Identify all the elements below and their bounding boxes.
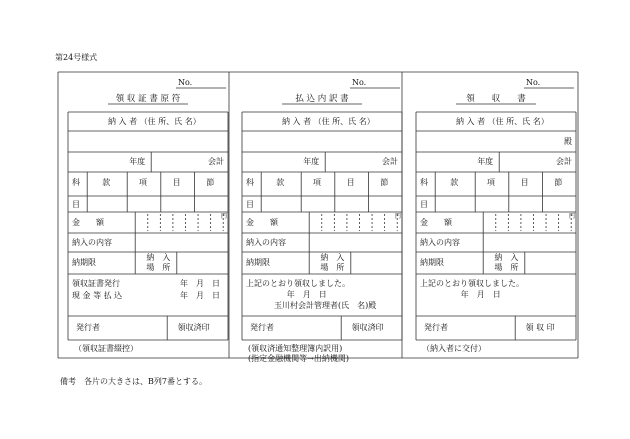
subject-label: 項 xyxy=(139,178,147,187)
stamp-label: 領収済印 xyxy=(177,323,210,332)
subject-label: 目 xyxy=(346,178,355,187)
form-number-label: 第24号様式 xyxy=(55,53,98,62)
panel-title: 領 収 証 書 原 符 xyxy=(115,94,181,104)
subject-label: 目 xyxy=(172,178,181,187)
deadline-label: 納期限 xyxy=(72,258,96,267)
amount-label: 金 額 xyxy=(72,218,104,227)
account-label: 会計 xyxy=(382,157,398,166)
subject-row2-label: 目 xyxy=(72,200,80,209)
subject-row2-label: 目 xyxy=(246,200,254,209)
subject-label: 科 xyxy=(420,178,428,187)
body-line-date: 年 月 日 xyxy=(180,291,220,300)
footer-note: （領収証書綴控） xyxy=(74,344,138,353)
body-line-left: 現 金 等 払 込 xyxy=(72,291,123,300)
payer-header: 納 入 者 （住 所、氏 名） xyxy=(108,117,201,126)
subject-label: 款 xyxy=(276,178,285,187)
deadline-label: 納期限 xyxy=(246,258,270,267)
place-label-2: 場 所 xyxy=(146,263,171,272)
subject-label: 款 xyxy=(450,178,459,187)
payer-header: 納 入 者 （住 所、氏 名） xyxy=(282,117,375,126)
remarks-note: 備考 各片の大きさは、B列7番とする。 xyxy=(60,377,207,386)
subject-label: 項 xyxy=(487,178,495,187)
number-label: No. xyxy=(352,78,367,87)
footer-note: (指定金融機関等→出納機関) xyxy=(248,354,349,363)
issuer-label: 発行者 xyxy=(250,323,274,332)
body-line-date: 年 月 日 xyxy=(180,279,220,288)
yen-unit: 円 xyxy=(569,213,576,220)
content-label: 納入の内容 xyxy=(72,238,112,247)
subject-label: 項 xyxy=(313,178,321,187)
issuer-label: 発行者 xyxy=(76,323,100,332)
place-label-2: 場 所 xyxy=(320,263,345,272)
number-label: No. xyxy=(526,78,541,87)
content-label: 納入の内容 xyxy=(246,238,286,247)
place-label-1: 納 入 xyxy=(494,253,519,262)
body-line: 年 月 日 xyxy=(286,290,327,299)
body-line-left: 領収証書発行 xyxy=(72,279,120,288)
body-line: 年 月 日 xyxy=(460,290,501,299)
amount-label: 金 額 xyxy=(420,218,452,227)
issuer-label: 発行者 xyxy=(424,323,448,332)
subject-label: 節 xyxy=(206,178,215,187)
subject-label: 款 xyxy=(102,178,111,187)
deadline-label: 納期限 xyxy=(420,258,444,267)
account-label: 会計 xyxy=(556,157,572,166)
subject-label: 節 xyxy=(554,178,563,187)
subject-label: 目 xyxy=(520,178,529,187)
stamp-label: 領 収 印 xyxy=(525,323,555,332)
body-line: 上記のとおり領収しました。 xyxy=(246,279,350,288)
place-label-1: 納 入 xyxy=(146,253,171,262)
panel-title: 領 収 書 xyxy=(466,94,526,104)
content-label: 納入の内容 xyxy=(420,238,460,247)
account-label: 会計 xyxy=(208,157,224,166)
payer-header: 納 入 者 （住 所、氏 名） xyxy=(456,117,549,126)
fiscal-year-label: 年度 xyxy=(303,157,320,166)
footer-note: （納入者に交付） xyxy=(422,344,486,353)
subject-row2-label: 目 xyxy=(420,200,428,209)
yen-unit: 円 xyxy=(221,213,228,220)
subject-label: 科 xyxy=(246,178,254,187)
place-label-1: 納 入 xyxy=(320,253,345,262)
subject-label: 節 xyxy=(380,178,389,187)
payer-honorific: 殿 xyxy=(564,137,572,146)
body-line: 玉川村会計管理者(氏 名)殿 xyxy=(274,301,377,310)
place-label-2: 場 所 xyxy=(494,263,519,272)
amount-label: 金 額 xyxy=(246,218,278,227)
fiscal-year-label: 年度 xyxy=(129,157,146,166)
footer-note: (領収済通知整理簿内訳用) xyxy=(248,344,343,353)
yen-unit: 円 xyxy=(395,213,402,220)
subject-label: 科 xyxy=(72,178,80,187)
stamp-label: 領収済印 xyxy=(351,323,384,332)
panel-title: 払 込 内 訳 書 xyxy=(295,94,349,104)
number-label: No. xyxy=(178,78,193,87)
body-line: 上記のとおり領収しました。 xyxy=(420,279,524,288)
fiscal-year-label: 年度 xyxy=(477,157,494,166)
